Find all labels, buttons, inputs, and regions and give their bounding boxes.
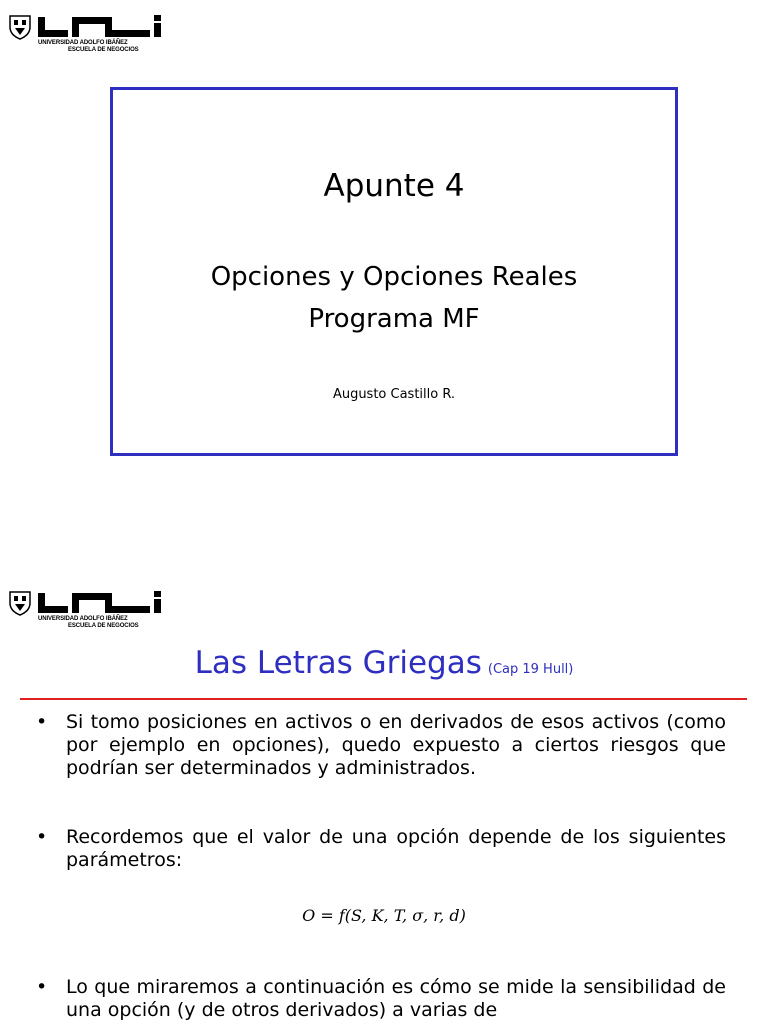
section-heading bbox=[0, 645, 768, 681]
section-heading-reference: (Cap 19 Hull) bbox=[487, 662, 574, 677]
slide-title: Apunte 4 bbox=[323, 168, 465, 204]
bullet-item bbox=[36, 976, 726, 1022]
logo-school-name: ESCUELA DE NEGOCIOS bbox=[68, 47, 139, 53]
section-heading-title: Las Letras Griegas bbox=[194, 645, 482, 681]
bullet-text: Si tomo posiciones en activos o en derivados de esos activos (como por ejemplo en opciones), quedo expuesto a ciertos riesgos que podrían ser determinados y administrados. bbox=[66, 711, 726, 779]
bullet-dot: • bbox=[36, 826, 48, 848]
university-logo-2 bbox=[6, 589, 166, 629]
slide-subtitle-2: Programa MF bbox=[308, 304, 480, 334]
uai-logo-icon bbox=[6, 13, 166, 41]
title-box bbox=[110, 87, 678, 456]
bullet-item bbox=[36, 711, 726, 780]
slide-author: Augusto Castillo R. bbox=[332, 387, 456, 402]
bullet-dot: • bbox=[36, 711, 48, 733]
bullet-dot: • bbox=[36, 976, 48, 998]
bullet-text: Recordemos que el valor de una opción depende de los siguientes parámetros: bbox=[66, 826, 726, 871]
logo-university-name: UNIVERSIDAD ADOLFO IBÁÑEZ bbox=[38, 40, 128, 46]
university-logo bbox=[6, 13, 166, 53]
bullet-item bbox=[36, 826, 726, 872]
uai-logo-icon bbox=[6, 589, 166, 617]
logo-school-name: ESCUELA DE NEGOCIOS bbox=[68, 623, 139, 629]
heading-divider bbox=[20, 698, 747, 700]
logo-university-name: UNIVERSIDAD ADOLFO IBÁÑEZ bbox=[38, 616, 128, 622]
bullet-text: Lo que miraremos a continuación es cómo se mide la sensibilidad de una opción (y de otros derivados) a varias de bbox=[66, 976, 726, 1021]
slide-subtitle-1: Opciones y Opciones Reales bbox=[210, 262, 578, 292]
option-value-formula: O = f(S, K, T, σ, r, d) bbox=[302, 906, 466, 925]
